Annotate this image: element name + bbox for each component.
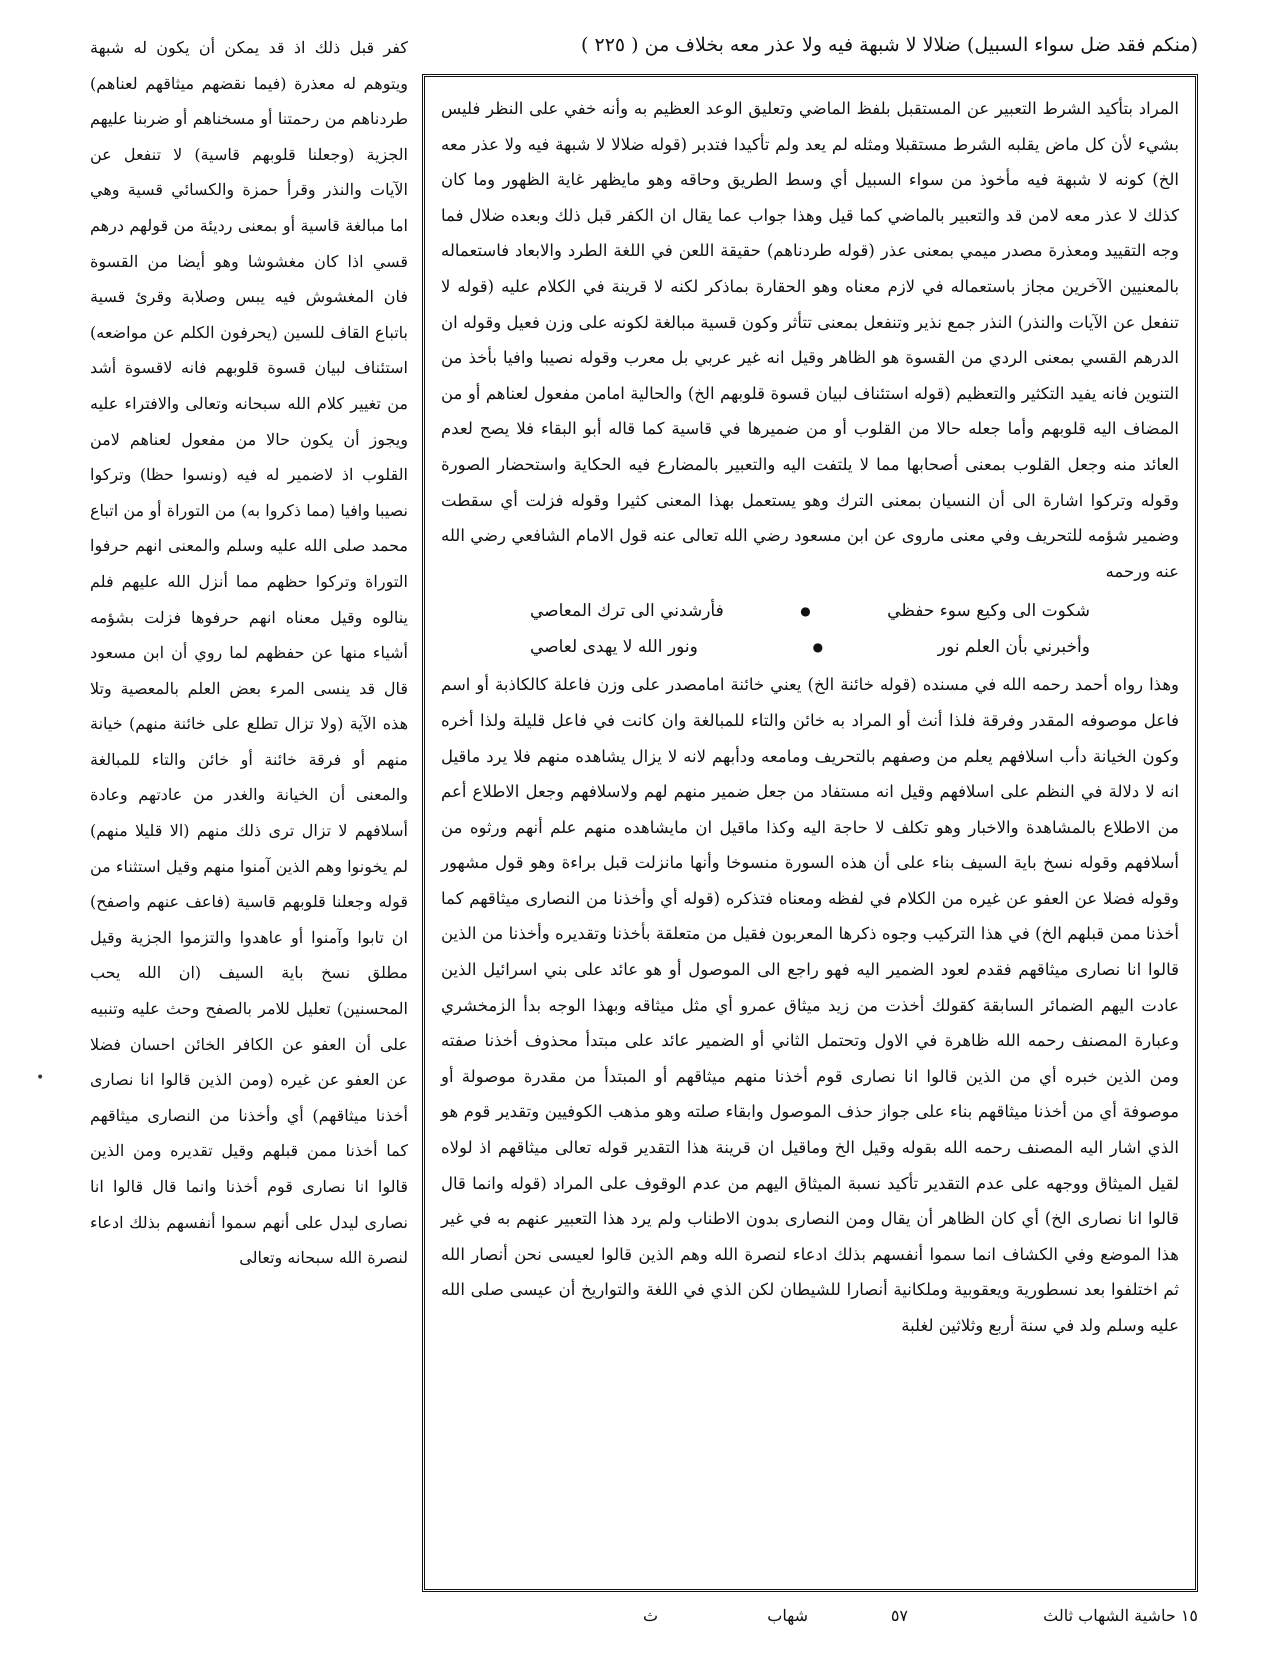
footer-signature: ١٥ حاشية الشهاب ثالث [1043, 1606, 1198, 1625]
footer-mark: ث [642, 1606, 658, 1625]
poem-separator: ● [812, 640, 824, 655]
page-header: (منكم فقد ضل سواء السبيل) ضلالا لا شبهة فيه ولا عذر معه بخلاف من ( ٢٢٥ ) [581, 34, 1198, 56]
poem-hemistich: فأرشدني الى ترك المعاصي [530, 601, 724, 622]
margin-mark: • [36, 1070, 45, 1086]
poem-hemistich: ونور الله لا يهدى لعاصي [530, 637, 698, 658]
poem-separator: ● [800, 604, 811, 619]
page-footer [428, 1598, 1198, 1634]
page-number: ٥٧ [890, 1606, 908, 1625]
commentary-box [422, 74, 1198, 1592]
commentary-paragraph: وهذا رواه أحمد رحمه الله في مسنده (قوله خائنة الخ) يعني خائنة امامصدر على وزن فاعلة كالكاذبة أو اسم فاعل موصوفه المقدر وفرقة فلذا أنث أو المراد به خائن والتاء للمبالغة وان كانت في فاعل قليلة ولذا أخره وكون الخيانة دأب اسلافهم يعلم من وصفهم بالتحريف ومامعه ودأبهم لانه لا يزال يشاهده منهم فلا يرد ماقيل انه لا دلالة في النظم على اسلافهم وقيل انه مستفاد من جعل ضمير منهم لهم ولاسلافهم وجعل الاطلاع أعم من الاطلاع بالمشاهدة والاخبار وهو تكلف لا حاجة اليه وكذا ماقيل ان مايشاهده منهم علم أنهم ورثوه من أسلافهم وقوله نسخ باية السيف بناء على أن هذه السورة منسوخا وأنها مانزلت قبل براءة وهو قول مشهور وقوله فضلا عن العفو عن غيره من الكلام في لفظه ومعناه فتذكره (قوله أي وأخذنا من النصارى ميثاقهم كما أخذنا ممن قبلهم الخ) في هذا التركيب وجوه ذكرها المعربون فقيل من متعلقة بأخذنا وتقديره وأخذنا من الذين قالوا انا نصارى ميثاقهم فقدم لعود الضمير اليه فهو راجع الى الموصول أو هو عائد على بني اسرائيل الذين عادت اليهم الضمائر السابقة كقولك أخذت من زيد ميثاق عمرو أي مثل ميثاقه وبهذا الوجه بدأ الزمخشري وعبارة المصنف رحمه الله ظاهرة في الاول وتحتمل الثاني أو الضمير عائد على مبتدأ محذوف أخذنا صفته ومن الذين خبره أي من الذين قالوا انا نصارى قوم أخذنا منهم ميثاقهم أو المبتدأ من مقدرة موصولة أو موصوفة أي من أخذنا ميثاقهم بناء على جواز حذف الموصول وابقاء صلته وهو مذهب الكوفيين وتقدير قوم هو الذي اشار اليه المصنف رحمه الله بقوله وقيل الخ وماقيل ان قرينة هذا التقدير قوله تعالى ميثاقهم اذ لولاه لقيل الميثاق ووجهه على عدم التقدير تأكيد نسبة الميثاق اليهم من عدم الوقوف على المراد (قوله وانما قال قالوا انا نصارى الخ) أي كان الظاهر أن يقال ومن النصارى بدون الاطناب ولم يرد هذا التعبير عنهم به في غير هذا الموضع وفي الكشاف انما سموا أنفسهم بذلك ادعاء لنصرة الله وهم الذين قالوا لعيسى نحن أنصار الله ثم اختلفوا بعد نسطورية ويعقوبية وملكانية أنصارا للشيطان لكن الذي في اللغة والتواريخ أن عيسى صلى الله عليه وسلم ولد في سنة أربع وثلاثين لغلبة [441, 675, 1179, 1335]
poem [530, 593, 1090, 665]
commentary-paragraph: المراد بتأكيد الشرط التعبير عن المستقبل بلفظ الماضي وتعليق الوعد العظيم به وأنه خفي على النظر فليس بشيء لأن كل ماض يقلبه الشرط مستقبلا ومثله لم يعد ولم تأكيدا فتدبر (قوله ضلالا لا شبهة فيه ولا عذر معه الخ) كونه لا شبهة فيه مأخوذ من سواء السبيل أي وسط الطريق وحاقه وهو مايظهر غاية الظهور وما كان كذلك لا عذر معه لامن قد والتعبير بالماضي كما قيل وهذا جواب عما يقال ان الكفر قبل ذلك وبعده ضلال فما وجه التقييد ومعذرة مصدر ميمي بمعنى عذر (قوله طردناهم) حقيقة اللعن في اللغة الطرد والابعاد فاستعماله بالمعنيين الآخرين مجاز باستعماله في لازم معناه وهو الحقارة بماذكر لكنه لا قرينة في الكلام عليه (قوله لا تنفعل عن الآيات والنذر) النذر جمع نذير وتنفعل بمعنى تتأثر وكون قسية مبالغة لكونه على وزن فعيل وقوله ان الدرهم القسي بمعنى الردي من القسوة هو الظاهر وقيل انه غير عربي بل معرب وقوله نصيبا وافيا بأخذ من التنوين فانه يفيد التكثير والتعظيم (قوله استئناف لبيان قسوة قلوبهم الخ) والحالية امامن مفعول لعناهم أو من المضاف اليه قلوبهم وأما جعله حالا من القلوب أو من ضميرها في قاسية كما قاله أبو البقاء فلا يصح لعدم العائد منه وجعل القلوب بمعنى أصحابها مما لا يلتفت اليه والتعبير بالمضارع فيه الحكاية واستحضار الصورة وقوله وتركوا اشارة الى أن النسيان بمعنى الترك وهو يستعمل بهذا المعنى كثيرا وقوله فزلت أي سقطت وضمير شؤمه للتحريف وفي معنى ماروى عن ابن مسعود رضي الله تعالى عنه قول الامام الشافعي رضي الله عنه ورحمه [441, 99, 1179, 581]
poem-verse-2 [530, 629, 1090, 665]
poem-verse-1 [530, 593, 1090, 629]
quran-text-column [90, 30, 408, 1590]
side-paragraph: كفر قبل ذلك اذ قد يمكن أن يكون له شبهة ويتوهم له معذرة (فيما نقضهم ميثاقهم لعناهم) طردناهم من رحمتنا أو مسخناهم أو ضربنا عليهم الجزية (وجعلنا قلوبهم قاسية) لا تنفعل عن الآيات والنذر وقرأ حمزة والكسائي قسية وهي اما مبالغة قاسية أو بمعنى رديئة من قولهم درهم قسي اذا كان مغشوشا وهو أيضا من القسوة فان المغشوش فيه يبس وصلابة وقرئ قسية باتباع القاف للسين (يحرفون الكلم عن مواضعه) استئناف لبيان قسوة قلوبهم فانه لاقسوة أشد من تغيير كلام الله سبحانه وتعالى والافتراء عليه ويجوز أن يكون حالا من مفعول لعناهم لامن القلوب اذ لاضمير له فيه (ونسوا حظا) وتركوا نصيبا وافيا (مما ذكروا به) من التوراة أو من اتباع محمد صلى الله عليه وسلم والمعنى انهم حرفوا التوراة وتركوا حظهم مما أنزل الله عليهم فلم ينالوه وقيل معناه انهم حرفوها فزلت بشؤمه أشياء منها عن حفظهم لما روي أن ابن مسعود قال قد ينسى المرء بعض العلم بالمعصية وتلا هذه الآية (ولا تزال تطلع على خائنة منهم) خيانة منهم أو فرقة خائنة أو خائن والتاء للمبالغة والمعنى أن الخيانة والغدر من عادتهم وعادة أسلافهم لا تزال ترى ذلك منهم (الا قليلا منهم) لم يخونوا وهم الذين آمنوا منهم وقيل استثناء من قوله وجعلنا قلوبهم قاسية (فاعف عنهم واصفح) ان تابوا وآمنوا أو عاهدوا والتزموا الجزية وقيل مطلق نسخ باية السيف (ان الله يحب المحسنين) تعليل للامر بالصفح وحث عليه وتنبيه على أن العفو عن الكافر الخائن احسان فضلا عن العفو عن غيره (ومن الذين قالوا انا نصارى أخذنا ميثاقهم) أي وأخذنا من النصارى ميثاقهم كما أخذنا ممن قبلهم وقيل تقديره ومن الذين قالوا انا نصارى قوم أخذنا وانما قال قالوا انا نصارى ليدل على أنهم سموا أنفسهم بذلك ادعاء لنصرة الله سبحانه وتعالى [90, 38, 409, 1268]
poem-hemistich: وأخبرني بأن العلم نور [937, 637, 1090, 658]
poem-hemistich: شكوت الى وكيع سوء حفظي [887, 601, 1090, 622]
footer-catchword: شهاب [767, 1606, 808, 1625]
